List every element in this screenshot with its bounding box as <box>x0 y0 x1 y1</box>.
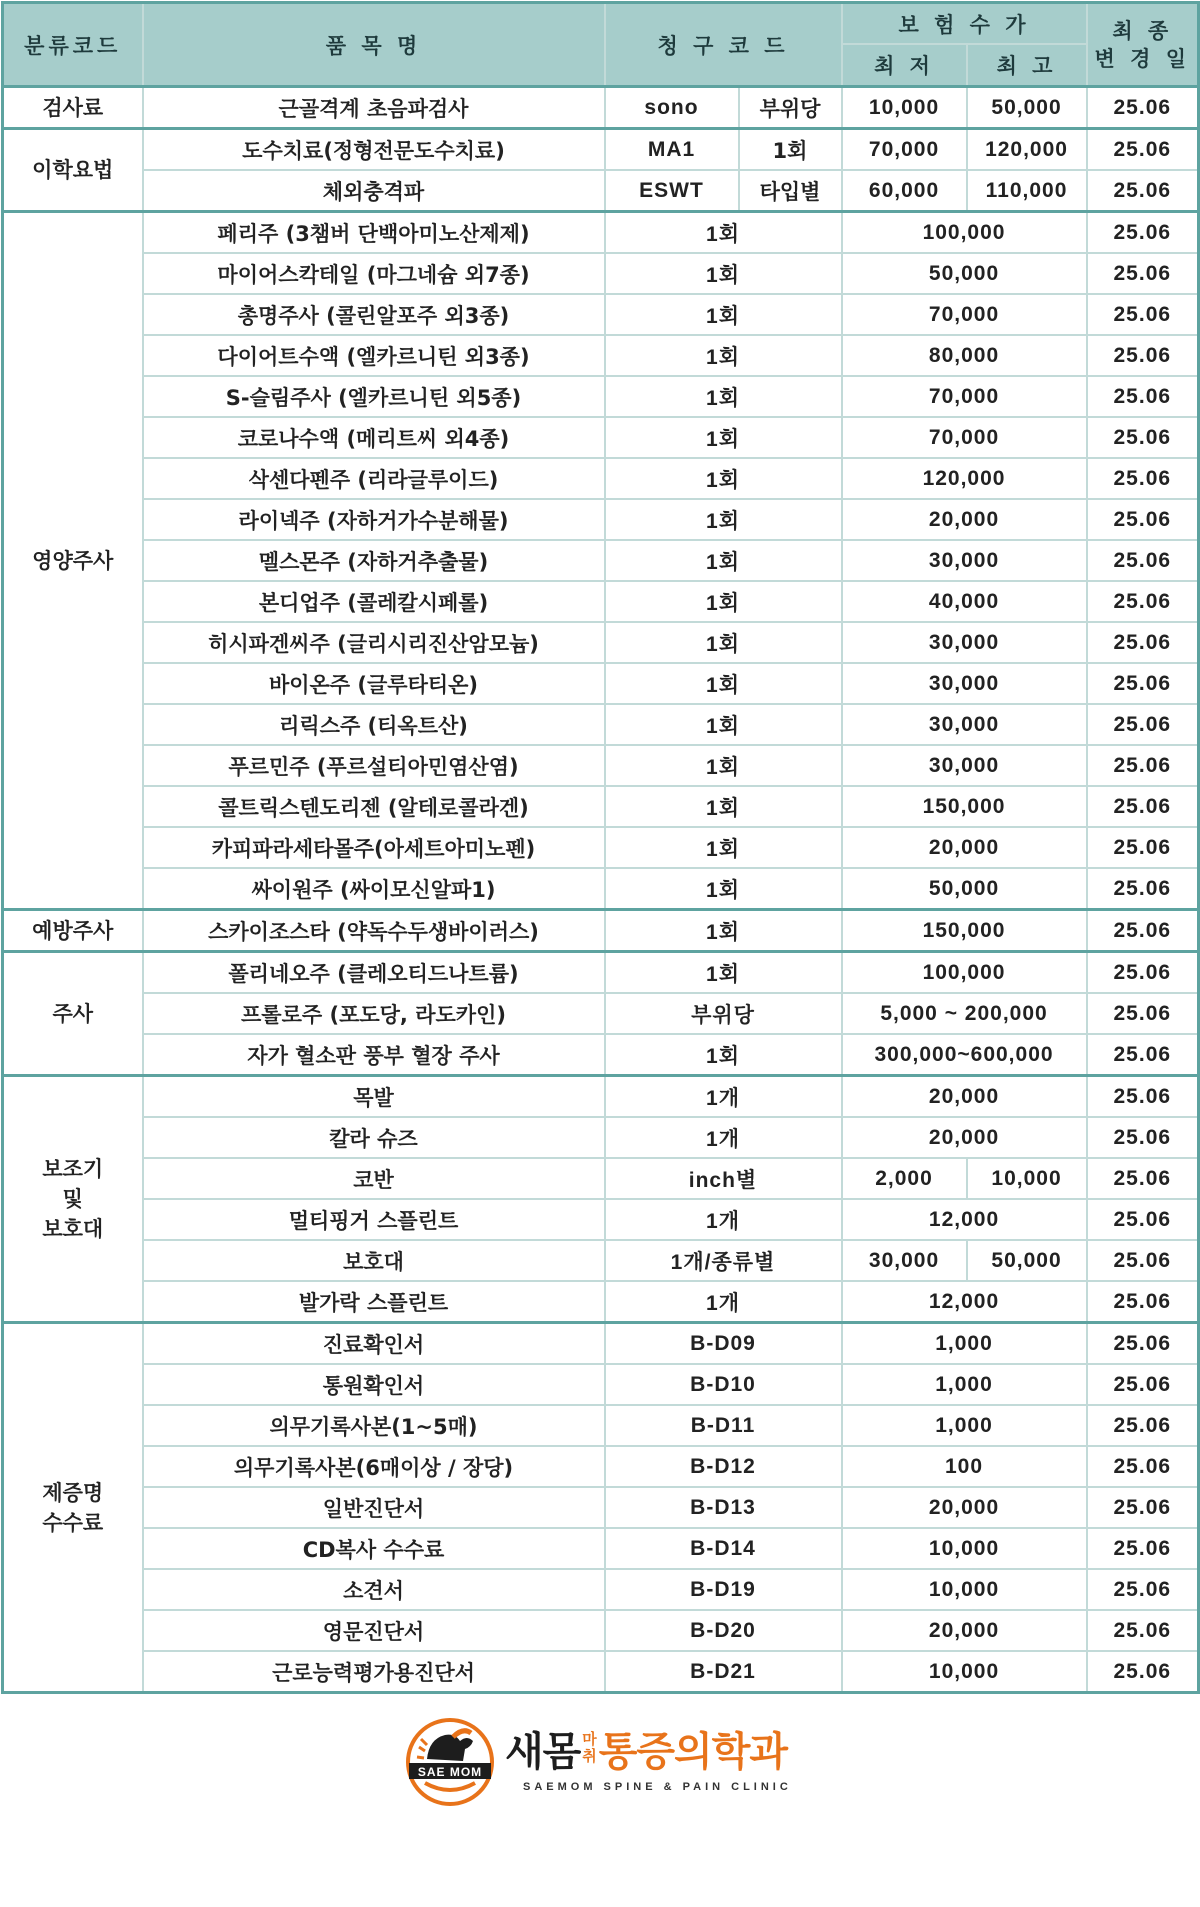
max-price-cell: 50,000 <box>967 87 1087 129</box>
fee-table-body <box>3 87 1199 1693</box>
item-name-cell: 총명주사 (콜린알포주 외3종) <box>143 294 605 335</box>
category-cell: 검사료 <box>3 87 143 129</box>
table-row <box>3 1569 1199 1610</box>
claim-code-cell: 1개/종류별 <box>605 1240 842 1281</box>
table-row <box>3 1240 1199 1281</box>
table-row <box>3 458 1199 499</box>
emblem-text: SAE MOM <box>417 1765 483 1779</box>
claim-code-cell: 부위당 <box>605 993 842 1034</box>
last-changed-cell: 25.06 <box>1087 1569 1199 1610</box>
item-name-cell: 싸이원주 (싸이모신알파1) <box>143 868 605 910</box>
item-name-cell: 도수치료(정형전문도수치료) <box>143 129 605 171</box>
header-max: 최 고 <box>967 44 1087 87</box>
last-changed-cell: 25.06 <box>1087 827 1199 868</box>
item-name-cell: 폴리네오주 (클레오티드나트륨) <box>143 952 605 994</box>
table-row <box>3 540 1199 581</box>
last-changed-cell: 25.06 <box>1087 458 1199 499</box>
claim-code-cell: 1회 <box>605 910 842 952</box>
claim-code-cell: 1회 <box>605 417 842 458</box>
last-changed-cell: 25.06 <box>1087 1528 1199 1569</box>
table-row <box>3 868 1199 910</box>
claim-code-cell: B-D13 <box>605 1487 842 1528</box>
table-row <box>3 827 1199 868</box>
price-cell: 50,000 <box>842 868 1087 910</box>
claim-code-cell: 1회 <box>605 663 842 704</box>
price-cell: 20,000 <box>842 827 1087 868</box>
claim-code-cell: B-D14 <box>605 1528 842 1569</box>
price-cell: 10,000 <box>842 1569 1087 1610</box>
last-changed-cell: 25.06 <box>1087 581 1199 622</box>
last-changed-cell: 25.06 <box>1087 1487 1199 1528</box>
last-changed-cell: 25.06 <box>1087 952 1199 994</box>
table-row <box>3 87 1199 129</box>
last-changed-cell: 25.06 <box>1087 622 1199 663</box>
clinic-name-part2: 통증의학과 <box>598 1728 787 1775</box>
table-row <box>3 581 1199 622</box>
table-row <box>3 212 1199 254</box>
header-insurance-fee: 보 험 수 가 <box>842 3 1087 45</box>
min-price-cell: 2,000 <box>842 1158 967 1199</box>
table-row <box>3 253 1199 294</box>
claim-code-cell: 1개 <box>605 1076 842 1118</box>
table-row <box>3 1076 1199 1118</box>
table-row <box>3 294 1199 335</box>
last-changed-cell: 25.06 <box>1087 1610 1199 1651</box>
claim-code-cell: ESWT <box>605 170 739 212</box>
clinic-emblem-icon <box>405 1717 495 1807</box>
claim-code-cell: inch별 <box>605 1158 842 1199</box>
table-row <box>3 952 1199 994</box>
last-changed-cell: 25.06 <box>1087 170 1199 212</box>
price-cell: 30,000 <box>842 704 1087 745</box>
table-row <box>3 1281 1199 1323</box>
price-cell: 20,000 <box>842 499 1087 540</box>
price-cell: 80,000 <box>842 335 1087 376</box>
item-name-cell: 리릭스주 (티옥트산) <box>143 704 605 745</box>
table-row <box>3 1487 1199 1528</box>
last-changed-cell: 25.06 <box>1087 540 1199 581</box>
price-cell: 70,000 <box>842 376 1087 417</box>
last-changed-cell: 25.06 <box>1087 1651 1199 1693</box>
clinic-name-part1: 새몸 <box>505 1728 581 1775</box>
item-name-cell: 발가락 스플린트 <box>143 1281 605 1323</box>
category-cell: 보조기 및 보호대 <box>3 1076 143 1323</box>
table-row <box>3 1199 1199 1240</box>
category-cell: 영양주사 <box>3 212 143 910</box>
last-changed-cell: 25.06 <box>1087 294 1199 335</box>
last-changed-cell: 25.06 <box>1087 376 1199 417</box>
claim-code-cell: 1회 <box>605 212 842 254</box>
claim-code-cell: B-D09 <box>605 1323 842 1365</box>
header-category: 분류코드 <box>3 3 143 87</box>
header-min: 최 저 <box>842 44 967 87</box>
claim-code-cell: B-D19 <box>605 1569 842 1610</box>
last-changed-cell: 25.06 <box>1087 87 1199 129</box>
min-price-cell: 70,000 <box>842 129 967 171</box>
table-row <box>3 1323 1199 1365</box>
price-cell: 1,000 <box>842 1364 1087 1405</box>
max-price-cell: 10,000 <box>967 1158 1087 1199</box>
item-name-cell: 영문진단서 <box>143 1610 605 1651</box>
item-name-cell: 라이넥주 (자하거가수분해물) <box>143 499 605 540</box>
table-row <box>3 417 1199 458</box>
price-cell: 1,000 <box>842 1405 1087 1446</box>
table-row <box>3 1034 1199 1076</box>
claim-code-cell: 1회 <box>605 581 842 622</box>
min-price-cell: 60,000 <box>842 170 967 212</box>
claim-code-cell: 1회 <box>605 294 842 335</box>
item-name-cell: 푸르민주 (푸르설티아민염산염) <box>143 745 605 786</box>
item-name-cell: 자가 혈소판 풍부 혈장 주사 <box>143 1034 605 1076</box>
price-cell: 20,000 <box>842 1076 1087 1118</box>
item-name-cell: 의무기록사본(6매이상 / 장당) <box>143 1446 605 1487</box>
last-changed-cell: 25.06 <box>1087 335 1199 376</box>
item-name-cell: 일반진단서 <box>143 1487 605 1528</box>
claim-code-cell: B-D10 <box>605 1364 842 1405</box>
category-cell: 예방주사 <box>3 910 143 952</box>
claim-code-cell: 1회 <box>605 540 842 581</box>
table-row <box>3 376 1199 417</box>
item-name-cell: 스카이조스타 (약독수두생바이러스) <box>143 910 605 952</box>
claim-code-cell: 1회 <box>605 827 842 868</box>
item-name-cell: 체외충격파 <box>143 170 605 212</box>
claim-code-cell: 1회 <box>605 458 842 499</box>
claim-code-cell: B-D20 <box>605 1610 842 1651</box>
table-row <box>3 1651 1199 1693</box>
clinic-name-small-bottom: 취 <box>582 1747 597 1765</box>
clinic-name-small-top: 마 <box>582 1730 597 1748</box>
price-cell: 12,000 <box>842 1281 1087 1323</box>
table-row <box>3 993 1199 1034</box>
item-name-cell: 본디업주 (콜레칼시페롤) <box>143 581 605 622</box>
claim-code-cell: 1개 <box>605 1281 842 1323</box>
last-changed-cell: 25.06 <box>1087 663 1199 704</box>
item-name-cell: 통원확인서 <box>143 1364 605 1405</box>
table-row <box>3 745 1199 786</box>
header-last-changed-line2: 변 경 일 <box>1094 46 1191 71</box>
price-cell: 100 <box>842 1446 1087 1487</box>
claim-code-cell: B-D11 <box>605 1405 842 1446</box>
header-item-name: 품 목 명 <box>143 3 605 87</box>
last-changed-cell: 25.06 <box>1087 129 1199 171</box>
table-row <box>3 786 1199 827</box>
price-cell: 20,000 <box>842 1610 1087 1651</box>
table-row <box>3 1117 1199 1158</box>
last-changed-cell: 25.06 <box>1087 253 1199 294</box>
claim-code-cell: B-D21 <box>605 1651 842 1693</box>
last-changed-cell: 25.06 <box>1087 1281 1199 1323</box>
last-changed-cell: 25.06 <box>1087 417 1199 458</box>
claim-code-cell: 1회 <box>605 868 842 910</box>
unit-cell: 부위당 <box>739 87 842 129</box>
last-changed-cell: 25.06 <box>1087 1446 1199 1487</box>
max-price-cell: 50,000 <box>967 1240 1087 1281</box>
last-changed-cell: 25.06 <box>1087 212 1199 254</box>
price-cell: 30,000 <box>842 540 1087 581</box>
price-cell: 70,000 <box>842 294 1087 335</box>
table-row <box>3 1528 1199 1569</box>
item-name-cell: 삭센다펜주 (리라글루이드) <box>143 458 605 499</box>
last-changed-cell: 25.06 <box>1087 1405 1199 1446</box>
item-name-cell: 페리주 (3챔버 단백아미노산제제) <box>143 212 605 254</box>
claim-code-cell: 1회 <box>605 1034 842 1076</box>
item-name-cell: 다이어트수액 (엘카르니틴 외3종) <box>143 335 605 376</box>
table-row <box>3 1405 1199 1446</box>
last-changed-cell: 25.06 <box>1087 1240 1199 1281</box>
claim-code-cell: 1회 <box>605 335 842 376</box>
unit-cell: 타입별 <box>739 170 842 212</box>
category-cell: 제증명 수수료 <box>3 1323 143 1693</box>
price-cell: 50,000 <box>842 253 1087 294</box>
max-price-cell: 110,000 <box>967 170 1087 212</box>
table-row <box>3 170 1199 212</box>
header-last-changed <box>1087 3 1199 87</box>
claim-code-cell: 1회 <box>605 622 842 663</box>
item-name-cell: 히시파겐씨주 (글리시리진산암모늄) <box>143 622 605 663</box>
price-cell: 20,000 <box>842 1117 1087 1158</box>
clinic-name-small <box>582 1731 597 1765</box>
price-cell: 20,000 <box>842 1487 1087 1528</box>
price-cell: 150,000 <box>842 910 1087 952</box>
item-name-cell: 진료확인서 <box>143 1323 605 1365</box>
last-changed-cell: 25.06 <box>1087 1034 1199 1076</box>
unit-cell: 1회 <box>739 129 842 171</box>
claim-code-cell: 1회 <box>605 253 842 294</box>
min-price-cell: 30,000 <box>842 1240 967 1281</box>
item-name-cell: 목발 <box>143 1076 605 1118</box>
category-cell: 주사 <box>3 952 143 1076</box>
last-changed-cell: 25.06 <box>1087 1323 1199 1365</box>
price-cell: 40,000 <box>842 581 1087 622</box>
claim-code-cell: 1회 <box>605 376 842 417</box>
table-row <box>3 622 1199 663</box>
price-cell: 120,000 <box>842 458 1087 499</box>
item-name-cell: 의무기록사본(1~5매) <box>143 1405 605 1446</box>
clinic-logo <box>405 1717 805 1807</box>
price-cell: 300,000~600,000 <box>842 1034 1087 1076</box>
item-name-cell: 칼라 슈즈 <box>143 1117 605 1158</box>
price-cell: 150,000 <box>842 786 1087 827</box>
max-price-cell: 120,000 <box>967 129 1087 171</box>
item-name-cell: 코반 <box>143 1158 605 1199</box>
claim-code-cell: 1회 <box>605 499 842 540</box>
item-name-cell: 보호대 <box>143 1240 605 1281</box>
item-name-cell: 콜트릭스텐도리젠 (알테로콜라겐) <box>143 786 605 827</box>
table-row <box>3 1364 1199 1405</box>
price-cell: 5,000 ~ 200,000 <box>842 993 1087 1034</box>
item-name-cell: 멀티핑거 스플린트 <box>143 1199 605 1240</box>
item-name-cell: 바이온주 (글루타티온) <box>143 663 605 704</box>
price-cell: 70,000 <box>842 417 1087 458</box>
price-cell: 30,000 <box>842 745 1087 786</box>
item-name-cell: 근로능력평가용진단서 <box>143 1651 605 1693</box>
item-name-cell: 소견서 <box>143 1569 605 1610</box>
claim-code-cell: MA1 <box>605 129 739 171</box>
item-name-cell: 근골격계 초음파검사 <box>143 87 605 129</box>
claim-code-cell: 1회 <box>605 952 842 994</box>
claim-code-cell: 1회 <box>605 786 842 827</box>
last-changed-cell: 25.06 <box>1087 993 1199 1034</box>
last-changed-cell: 25.06 <box>1087 704 1199 745</box>
item-name-cell: 프롤로주 (포도당, 라도카인) <box>143 993 605 1034</box>
price-cell: 10,000 <box>842 1528 1087 1569</box>
last-changed-cell: 25.06 <box>1087 868 1199 910</box>
claim-code-cell: 1개 <box>605 1117 842 1158</box>
claim-code-cell: sono <box>605 87 739 129</box>
table-row <box>3 335 1199 376</box>
last-changed-cell: 25.06 <box>1087 1117 1199 1158</box>
claim-code-cell: B-D12 <box>605 1446 842 1487</box>
header-claim-code: 청 구 코 드 <box>605 3 842 87</box>
last-changed-cell: 25.06 <box>1087 499 1199 540</box>
last-changed-cell: 25.06 <box>1087 910 1199 952</box>
table-row <box>3 663 1199 704</box>
item-name-cell: 멜스몬주 (자하거추출물) <box>143 540 605 581</box>
header-last-changed-line1: 최 종 <box>1112 18 1173 43</box>
item-name-cell: CD복사 수수료 <box>143 1528 605 1569</box>
item-name-cell: 마이어스칵테일 (마그네슘 외7종) <box>143 253 605 294</box>
price-cell: 100,000 <box>842 212 1087 254</box>
last-changed-cell: 25.06 <box>1087 1364 1199 1405</box>
table-row <box>3 129 1199 171</box>
claim-code-cell: 1개 <box>605 1199 842 1240</box>
last-changed-cell: 25.06 <box>1087 1076 1199 1118</box>
fee-table <box>1 1 1200 1694</box>
claim-code-cell: 1회 <box>605 745 842 786</box>
table-row <box>3 1446 1199 1487</box>
category-cell: 이학요법 <box>3 129 143 212</box>
item-name-cell: S-슬림주사 (엘카르니틴 외5종) <box>143 376 605 417</box>
table-row <box>3 1158 1199 1199</box>
price-cell: 100,000 <box>842 952 1087 994</box>
price-cell: 30,000 <box>842 663 1087 704</box>
last-changed-cell: 25.06 <box>1087 786 1199 827</box>
price-cell: 30,000 <box>842 622 1087 663</box>
table-row <box>3 1610 1199 1651</box>
table-row <box>3 910 1199 952</box>
claim-code-cell: 1회 <box>605 704 842 745</box>
item-name-cell: 코로나수액 (메리트씨 외4종) <box>143 417 605 458</box>
table-row <box>3 499 1199 540</box>
min-price-cell: 10,000 <box>842 87 967 129</box>
clinic-subtitle: SAEMOM SPINE & PAIN CLINIC <box>523 1781 792 1793</box>
last-changed-cell: 25.06 <box>1087 1158 1199 1199</box>
price-cell: 12,000 <box>842 1199 1087 1240</box>
price-cell: 1,000 <box>842 1323 1087 1365</box>
item-name-cell: 카피파라세타몰주(아세트아미노펜) <box>143 827 605 868</box>
last-changed-cell: 25.06 <box>1087 1199 1199 1240</box>
last-changed-cell: 25.06 <box>1087 745 1199 786</box>
clinic-name <box>505 1723 787 1773</box>
table-row <box>3 704 1199 745</box>
price-cell: 10,000 <box>842 1651 1087 1693</box>
